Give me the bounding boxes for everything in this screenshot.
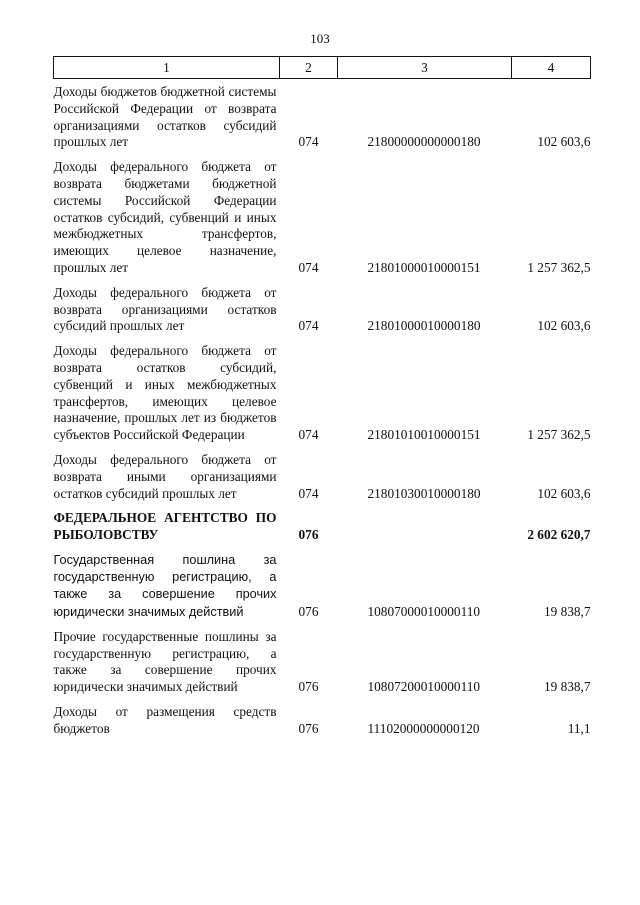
row-admin-code: 076 — [298, 603, 319, 619]
revenue-table — [53, 56, 591, 738]
agency-total-amount: 2 602 620,7 — [527, 527, 591, 543]
table-row — [54, 704, 591, 738]
row-amount: 11,1 — [567, 720, 591, 736]
page-number: 103 — [310, 31, 330, 46]
table-row — [54, 629, 591, 696]
table-row — [54, 343, 591, 444]
row-admin-code: 074 — [298, 427, 319, 443]
row-name: Доходы бюджетов бюджетной системы Российской Федерации от возврата организациями остатков субсидий прошлых лет — [53, 84, 277, 150]
row-amount: 1 257 362,5 — [527, 259, 591, 275]
table-row — [54, 285, 591, 335]
row-admin-code: 076 — [298, 679, 319, 695]
row-revenue-code: 21801010010000151 — [367, 427, 481, 443]
row-revenue-code: 10807000010000110 — [367, 603, 481, 619]
row-amount: 102 603,6 — [537, 318, 591, 334]
column-header-1: 1 — [54, 57, 280, 79]
row-amount: 102 603,6 — [537, 134, 591, 150]
row-name: Государственная пошлина за государственную регистрацию, а также за совершение прочих юридически значимых действий — [53, 552, 277, 619]
table-row — [54, 159, 591, 277]
row-admin-code: 076 — [298, 720, 319, 736]
agency-name: ФЕДЕРАЛЬНОЕ АГЕНТСТВО ПО РЫБОЛОВСТВУ — [53, 510, 277, 543]
row-revenue-code: 21801000010000180 — [367, 318, 481, 334]
row-admin-code: 074 — [298, 485, 319, 501]
column-header-2: 2 — [280, 57, 338, 79]
row-amount: 19 838,7 — [543, 603, 591, 619]
row-revenue-code: 10807200010000110 — [367, 679, 481, 695]
row-admin-code: 074 — [298, 134, 319, 150]
row-name: Доходы федерального бюджета от возврата организациями остатков субсидий прошлых лет — [53, 284, 277, 334]
row-name: Прочие государственные пошлины за государственную регистрацию, а также за совершение прочих юридически значимых действий — [53, 628, 277, 695]
row-admin-code: 074 — [298, 259, 319, 275]
row-name: Доходы федерального бюджета от возврата остатков субсидий, субвенций и иных межбюджетных трансфертов, имеющих целевое назначение, прошлых лет из бюджетов субъектов Российской Федерации — [53, 343, 277, 443]
table-row — [54, 552, 591, 621]
column-header-3: 3 — [338, 57, 512, 79]
row-admin-code: 074 — [298, 318, 319, 334]
row-amount: 19 838,7 — [543, 679, 591, 695]
table-row — [54, 79, 591, 152]
row-name: Доходы федерального бюджета от возврата бюджетами бюджетной системы Российской Федерации остатков субсидий, субвенций и иных межбюджетных трансфертов, имеющих целевое назначение, прошлых лет — [53, 159, 277, 275]
row-revenue-code: 11102000000000120 — [367, 720, 480, 736]
row-amount: 1 257 362,5 — [527, 427, 591, 443]
row-admin-code: 076 — [298, 527, 319, 543]
row-revenue-code: 21801030010000180 — [367, 485, 481, 501]
row-revenue-code: 21801000010000151 — [367, 259, 481, 275]
row-revenue-code: 21800000000000180 — [367, 134, 481, 150]
column-header-4: 4 — [512, 57, 591, 79]
agency-total-row — [54, 510, 591, 544]
row-name: Доходы федерального бюджета от возврата иными организациями остатков субсидий прошлых лет — [53, 451, 277, 501]
row-revenue-code — [338, 510, 512, 544]
column-number-header — [54, 57, 591, 79]
row-amount: 102 603,6 — [537, 485, 591, 501]
table-row — [54, 452, 591, 502]
row-name: Доходы от размещения средств бюджетов — [53, 703, 277, 736]
